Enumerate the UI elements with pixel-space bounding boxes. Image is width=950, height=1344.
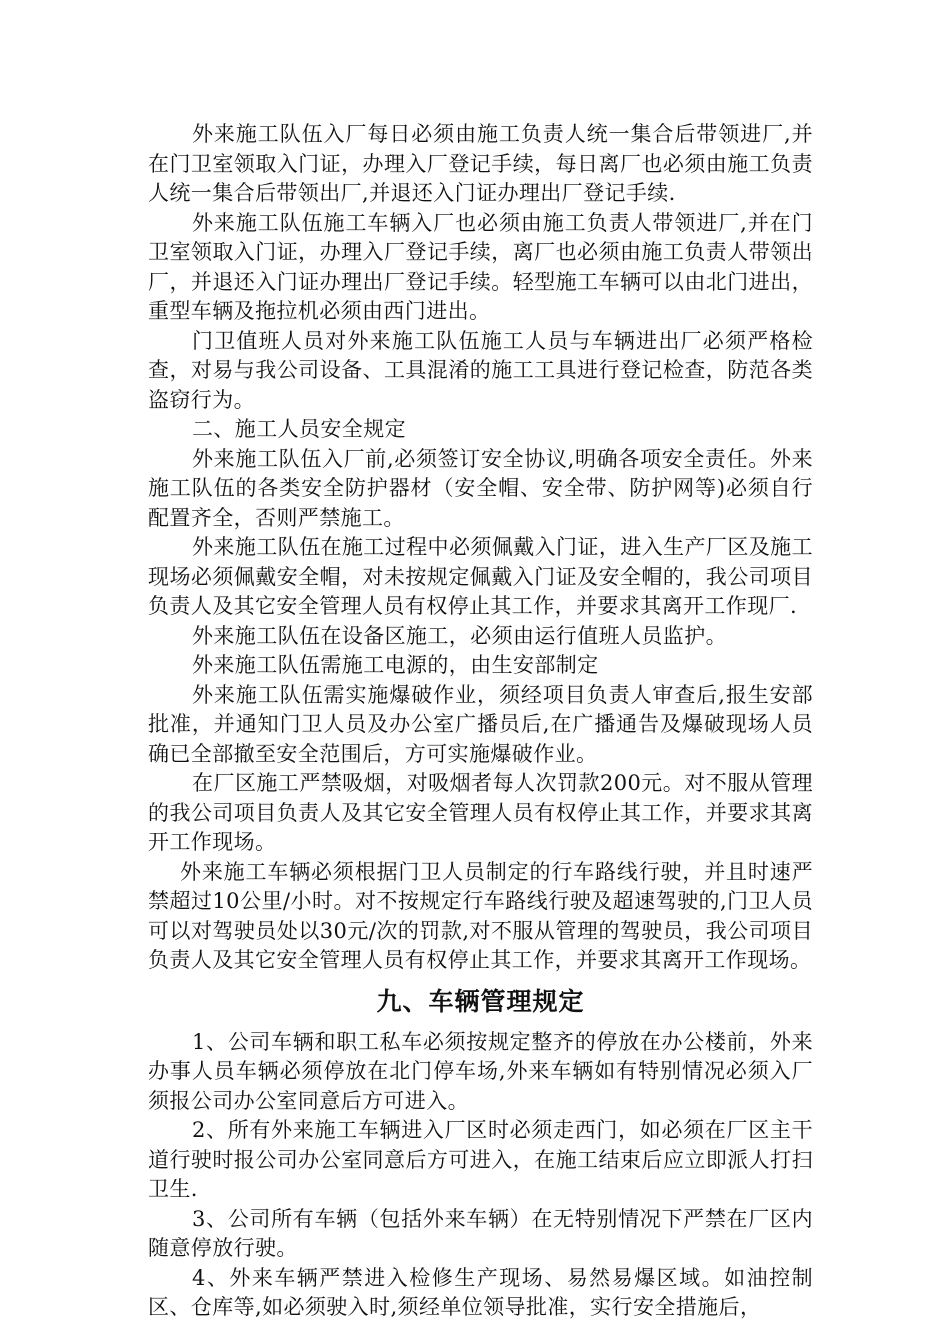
list-item-rule-2: 2、所有外来施工车辆进入厂区时必须走西门，如必须在厂区主干道行驶时报公司办公室同意后方可进入，在施工结束后应立即派人打扫卫生. (148, 1118, 813, 1201)
list-item-rule-1: 1、公司车辆和职工私车必须按规定整齐的停放在办公楼前，外来办事人员车辆必须停放在北门停车场,外来车辆如有特别情况必须入厂须报公司办公室同意后方可进入。 (148, 1029, 813, 1113)
paragraph-vehicle-entry: 外来施工队伍施工车辆入厂也必须由施工负责人带领进厂,并在门卫室领取入门证，办理入厂登记手续，离厂也必须由施工负责人带领出厂，并退还入门证办理出厂登记手续。轻型施工车辆可以由北门进出，重型车辆及拖拉机必须由西门进出。 (148, 210, 813, 323)
paragraph-vehicle-speed: 外来施工车辆必须根据门卫人员制定的行车路线行驶，并且时速严禁超过10公里/小时。对不按规定行车路线行驶及超速驾驶的,门卫人员可以对驾驶员处以30元/次的罚款,对不服从管理的驾驶员，我公司项目负责人及其它安全管理人员有权停止其工作，并要求其离开工作现场。 (148, 859, 813, 972)
paragraph-equipment-area: 外来施工队伍在设备区施工，必须由运行值班人员监护。 (192, 623, 727, 648)
subheading-safety-rules: 二、施工人员安全规定 (192, 417, 406, 441)
paragraph-entry-procedure: 外来施工队伍入厂每日必须由施工负责人统一集合后带领进厂,并在门卫室领取入门证，办理入厂登记手续，每日离厂也必须由施工负责人统一集合后带领出厂,并退还入门证办理出厂登记手续. (148, 122, 813, 205)
paragraph-blasting: 外来施工队伍需实施爆破作业，须经项目负责人审查后,报生安部批准，并通知门卫人员及办公室广播员后,在广播通告及爆破现场人员确已全部撤至安全范围后，方可实施爆破作业。 (148, 682, 813, 766)
list-item-rule-3: 3、公司所有车辆（包括外来车辆）在无特别情况下严禁在厂区内随意停放行驶。 (148, 1206, 813, 1260)
paragraph-badge-helmet: 外来施工队伍在施工过程中必须佩戴入门证，进入生产厂区及施工现场必须佩戴安全帽，对未按规定佩戴入门证及安全帽的，我公司项目负责人及其它安全管理人员有权停止其工作，并要求其离开工作现厂. (148, 535, 813, 618)
paragraph-gate-inspection: 门卫值班人员对外来施工队伍施工人员与车辆进出厂必须严格检查，对易与我公司设备、工具混淆的施工工具进行登记检查，防范各类盗窃行为。 (148, 328, 813, 412)
paragraph-power-supply: 外来施工队伍需施工电源的，由生安部制定 (192, 653, 599, 677)
section-heading-vehicle-management: 九、车辆管理规定 (376, 986, 585, 1016)
paragraph-safety-agreement: 外来施工队伍入厂前,必须签订安全协议,明确各项安全责任。外来施工队伍的各类安全防护器材（安全帽、安全带、防护网等)必须自行配置齐全，否则严禁施工。 (148, 446, 813, 530)
list-item-rule-4: 4、外来车辆严禁进入检修生产现场、易然易爆区域。如油控制区、仓库等,如必须驶入时,须经单位领导批准，实行安全措施后， (148, 1265, 813, 1319)
paragraph-smoking: 在厂区施工严禁吸烟，对吸烟者每人次罚款200元。对不服从管理的我公司项目负责人及其它安全管理人员有权停止其工作，并要求其离开工作现场。 (148, 771, 813, 854)
document-body (148, 120, 813, 1323)
